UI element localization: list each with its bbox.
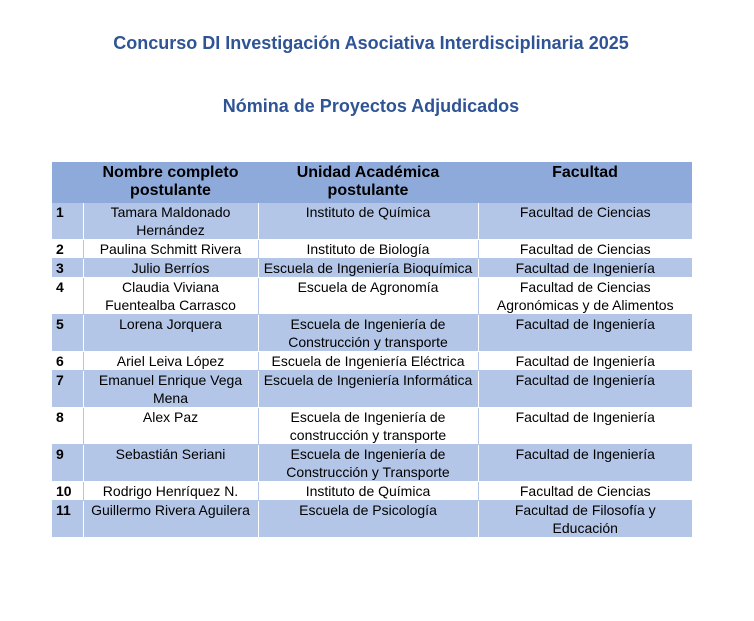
table-row [52,203,692,240]
row-unit: Instituto de Química [258,482,478,501]
row-faculty: Facultad de Filosofía y Educación [478,501,692,538]
document-title: Concurso DI Investigación Asociativa Interdisciplinaria 2025 [113,33,629,53]
row-faculty: Facultad de Ciencias [478,203,692,240]
row-faculty: Facultad de Ingeniería [478,315,692,352]
row-number: 11 [52,501,83,538]
row-unit: Escuela de Ingeniería de Construcción y Transporte [258,445,478,482]
header-name: Nombre completo postulante [83,162,258,203]
row-unit: Escuela de Ingeniería Informática [258,371,478,408]
table-header-row [52,162,692,203]
row-number: 10 [52,482,83,501]
row-number: 4 [52,278,83,315]
row-name: Emanuel Enrique Vega Mena [83,371,258,408]
row-name: Ariel Leiva López [83,352,258,371]
row-number: 1 [52,203,83,240]
header-number [52,162,83,203]
table-row [52,445,692,482]
row-faculty: Facultad de Ingeniería [478,445,692,482]
row-faculty: Facultad de Ingeniería [478,352,692,371]
row-name: Rodrigo Henríquez N. [83,482,258,501]
row-unit: Escuela de Psicología [258,501,478,538]
document-subtitle: Nómina de Proyectos Adjudicados [222,96,520,116]
row-name: Guillermo Rivera Aguilera [83,501,258,538]
row-unit: Escuela de Ingeniería Bioquímica [258,259,478,278]
table-row [52,352,692,371]
row-number: 8 [52,408,83,445]
row-number: 3 [52,259,83,278]
row-faculty: Facultad de Ingeniería [478,408,692,445]
row-unit: Instituto de Biología [258,240,478,259]
row-name: Paulina Schmitt Rivera [83,240,258,259]
table-row [52,408,692,445]
row-faculty: Facultad de Ciencias [478,482,692,501]
row-faculty: Facultad de Ciencias Agronómicas y de Alimentos [478,278,692,315]
table-row [52,259,692,278]
row-name: Sebastián Seriani [83,445,258,482]
projects-table [52,162,692,538]
row-name: Tamara Maldonado Hernández [83,203,258,240]
row-unit: Escuela de Ingeniería Eléctrica [258,352,478,371]
row-number: 2 [52,240,83,259]
row-faculty: Facultad de Ciencias [478,240,692,259]
row-name: Lorena Jorquera [83,315,258,352]
table-row [52,278,692,315]
row-unit: Instituto de Química [258,203,478,240]
header-faculty: Facultad [478,162,692,203]
header-unit: Unidad Académica postulante [258,162,478,203]
row-faculty: Facultad de Ingeniería [478,259,692,278]
row-faculty: Facultad de Ingeniería [478,371,692,408]
row-number: 7 [52,371,83,408]
row-unit: Escuela de Agronomía [258,278,478,315]
table-row [52,482,692,501]
row-unit: Escuela de Ingeniería de Construcción y transporte [258,315,478,352]
row-name: Julio Berríos [83,259,258,278]
table-row [52,501,692,538]
row-name: Claudia Viviana Fuentealba Carrasco [83,278,258,315]
row-number: 6 [52,352,83,371]
row-number: 5 [52,315,83,352]
row-number: 9 [52,445,83,482]
table-row [52,240,692,259]
row-name: Alex Paz [83,408,258,445]
row-unit: Escuela de Ingeniería de construcción y transporte [258,408,478,445]
table-row [52,371,692,408]
table-row [52,315,692,352]
